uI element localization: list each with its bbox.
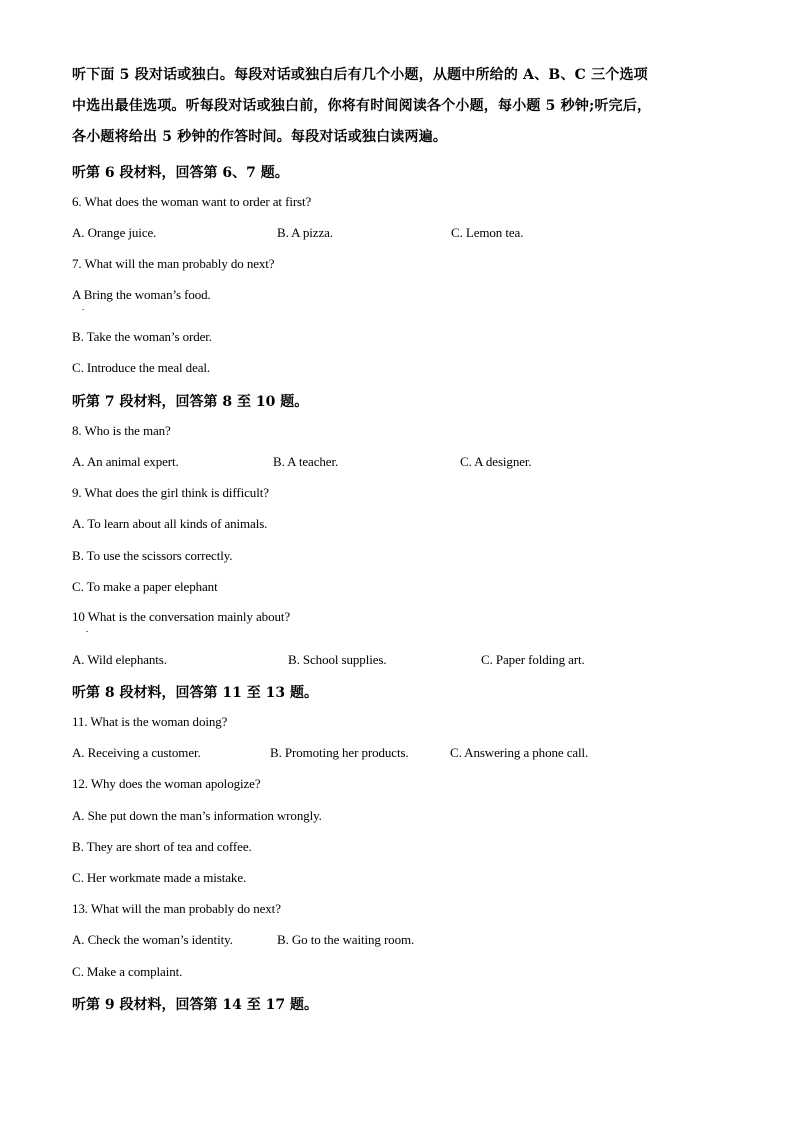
q13-option-a: A. Check the woman’s identity. <box>72 932 233 947</box>
question-7: 7. What will the man probably do next? <box>72 256 275 271</box>
q13-option-b: B. Go to the waiting room. <box>277 932 415 947</box>
section-header-9: 听第 9 段材料，回答第 14 至 17 题。 <box>72 997 318 1013</box>
q8-option-a: A. An animal expert. <box>72 454 179 469</box>
question-6: 6. What does the woman want to order at first? <box>72 194 312 209</box>
stray-dot: . <box>86 624 89 634</box>
q9-option-a: A. To learn about all kinds of animals. <box>72 516 268 531</box>
question-10: 10 What is the conversation mainly about? <box>72 609 291 624</box>
instruction-line-3: 各小题将给出 5 秒钟的作答时间。每段对话或独白读两遍。 <box>72 129 448 145</box>
q6-option-a: A. Orange juice. <box>72 225 157 240</box>
q11-option-a: A. Receiving a customer. <box>72 745 201 760</box>
q11-option-c: C. Answering a phone call. <box>450 745 589 760</box>
q7-option-a: A Bring the woman’s food. <box>72 287 211 302</box>
q8-option-c: C. A designer. <box>460 454 532 469</box>
question-13: 13. What will the man probably do next? <box>72 901 281 916</box>
question-8: 8. Who is the man? <box>72 423 171 438</box>
q7-option-c: C. Introduce the meal deal. <box>72 360 211 375</box>
q12-option-c: C. Her workmate made a mistake. <box>72 870 247 885</box>
section-header-8: 听第 8 段材料，回答第 11 至 13 题。 <box>72 685 318 701</box>
q11-option-b: B. Promoting her products. <box>270 745 409 760</box>
q10-option-b: B. School supplies. <box>288 652 387 667</box>
question-9: 9. What does the girl think is difficult? <box>72 485 269 500</box>
q6-option-c: C. Lemon tea. <box>451 225 524 240</box>
q8-option-b: B. A teacher. <box>273 454 339 469</box>
q6-option-b: B. A pizza. <box>277 225 333 240</box>
q9-option-b: B. To use the scissors correctly. <box>72 548 233 563</box>
q12-option-b: B. They are short of tea and coffee. <box>72 839 252 854</box>
section-header-7: 听第 7 段材料，回答第 8 至 10 题。 <box>72 394 309 410</box>
instruction-line-1: 听下面 5 段对话或独白。每段对话或独白后有几个小题，从题中所给的 A、B、C 三个选项 <box>72 67 648 83</box>
section-header-6: 听第 6 段材料，回答第 6、7 题。 <box>72 165 289 181</box>
question-11: 11. What is the woman doing? <box>72 714 228 729</box>
q12-option-a: A. She put down the man’s information wrongly. <box>72 808 322 823</box>
q13-option-c: C. Make a complaint. <box>72 964 183 979</box>
instruction-line-2: 中选出最佳选项。听每段对话或独白前，你将有时间阅读各个小题，每小题 5 秒钟;听完后， <box>72 98 652 114</box>
q10-option-a: A. Wild elephants. <box>72 652 167 667</box>
question-12: 12. Why does the woman apologize? <box>72 776 261 791</box>
q7-option-b: B. Take the woman’s order. <box>72 329 212 344</box>
q10-option-c: C. Paper folding art. <box>481 652 585 667</box>
stray-dot: . <box>82 302 85 312</box>
q9-option-c: C. To make a paper elephant <box>72 579 218 594</box>
